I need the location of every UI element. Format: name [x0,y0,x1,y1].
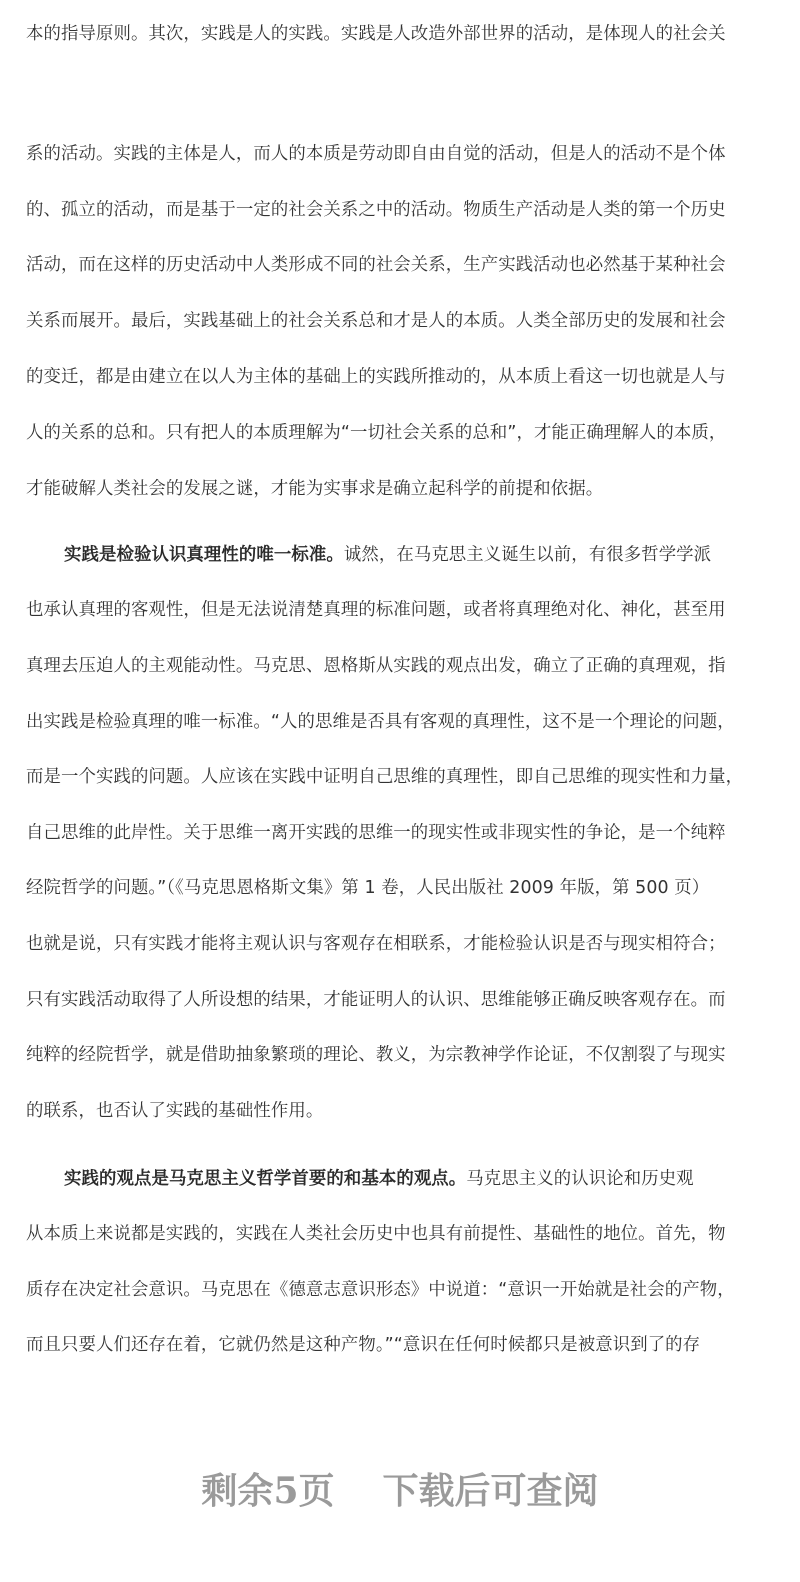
text-line: 的变迁，都是由建立在以人为主体的基础上的实践所推动的，从本质上看这一切也就是人与 [26,367,726,387]
text-line: 关系而展开。最后，实践基础上的社会关系总和才是人的本质。人类全部历史的发展和社会 [26,311,726,331]
text-line: 纯粹的经院哲学，就是借助抽象繁琐的理论、教义，为宗教神学作论证，不仅割裂了与现实 [26,1045,726,1065]
text-line: 系的活动。实践的主体是人，而人的本质是劳动即自由自觉的活动，但是人的活动不是个体 [26,144,726,164]
text-line: 只有实践活动取得了人所设想的结果，才能证明人的认识、思维能够正确反映客观存在。而 [26,990,726,1010]
text-line: 的、孤立的活动，而是基于一定的社会关系之中的活动。物质生产活动是人类的第一个历史 [26,200,726,220]
text-line: 的联系，也否认了实践的基础性作用。 [26,1101,324,1121]
text-line: 也承认真理的客观性，但是无法说清楚真理的标准问题，或者将真理绝对化、神化，甚至用 [26,600,726,620]
remaining-pages-label: 剩余5页 [201,1470,335,1512]
text-line: 也就是说，只有实践才能将主观认识与客观存在相联系，才能检验认识是否与现实相符合； [26,934,726,954]
text-line: 出实践是检验真理的唯一标准。“人的思维是否具有客观的真理性，这不是一个理论的问题， [26,712,735,732]
text-line: 质存在决定社会意识。马克思在《德意志意识形态》中说道：“意识一开始就是社会的产物， [26,1280,735,1300]
text-line: 活动，而在这样的历史活动中人类形成不同的社会关系，生产实践活动也必然基于某种社会 [26,255,726,275]
text-line: 自己思维的此岸性。关于思维一离开实践的思维一的现实性或非现实性的争论，是一个纯粹 [26,823,726,843]
text-span: 诚然，在马克思主义诞生以前，有很多哲学学派 [343,545,712,565]
text-line: 人的关系的总和。只有把人的本质理解为“一切社会关系的总和”，才能正确理解人的本质， [26,423,727,443]
text-span: 马克思主义的认识论和历史观 [466,1169,694,1189]
text-line: 本的指导原则。其次，实践是人的实践。实践是人改造外部世界的活动，是体现人的社会关 [26,24,726,44]
paragraph-heading: 实践是检验认识真理性的唯一标准。 [64,545,344,565]
text-line: 从本质上来说都是实践的，实践在人类社会历史中也具有前提性、基础性的地位。首先，物 [26,1224,726,1244]
text-line: 经院哲学的问题。”（《马克思恩格斯文集》第 1 卷，人民出版社 2009 年版，第 500 页） [26,878,710,898]
download-to-view-label[interactable]: 下载后可查阅 [382,1470,599,1512]
paragraph-first-line [26,1167,774,1191]
text-line: 才能破解人类社会的发展之谜，才能为实事求是确立起科学的前提和依据。 [26,479,604,499]
download-prompt[interactable] [0,1466,800,1516]
paragraph-first-line [26,543,774,567]
text-line: 真理去压迫人的主观能动性。马克思、恩格斯从实践的观点出发，确立了正确的真理观，指 [26,656,726,676]
paragraph-heading: 实践的观点是马克思主义哲学首要的和基本的观点。 [64,1169,467,1189]
text-line: 而且只要人们还存在着，它就仍然是这种产物。”“意识在任何时候都只是被意识到了的存 [26,1335,701,1355]
text-line: 而是一个实践的问题。人应该在实践中证明自己思维的真理性，即自己思维的现实性和力量， [26,767,744,787]
